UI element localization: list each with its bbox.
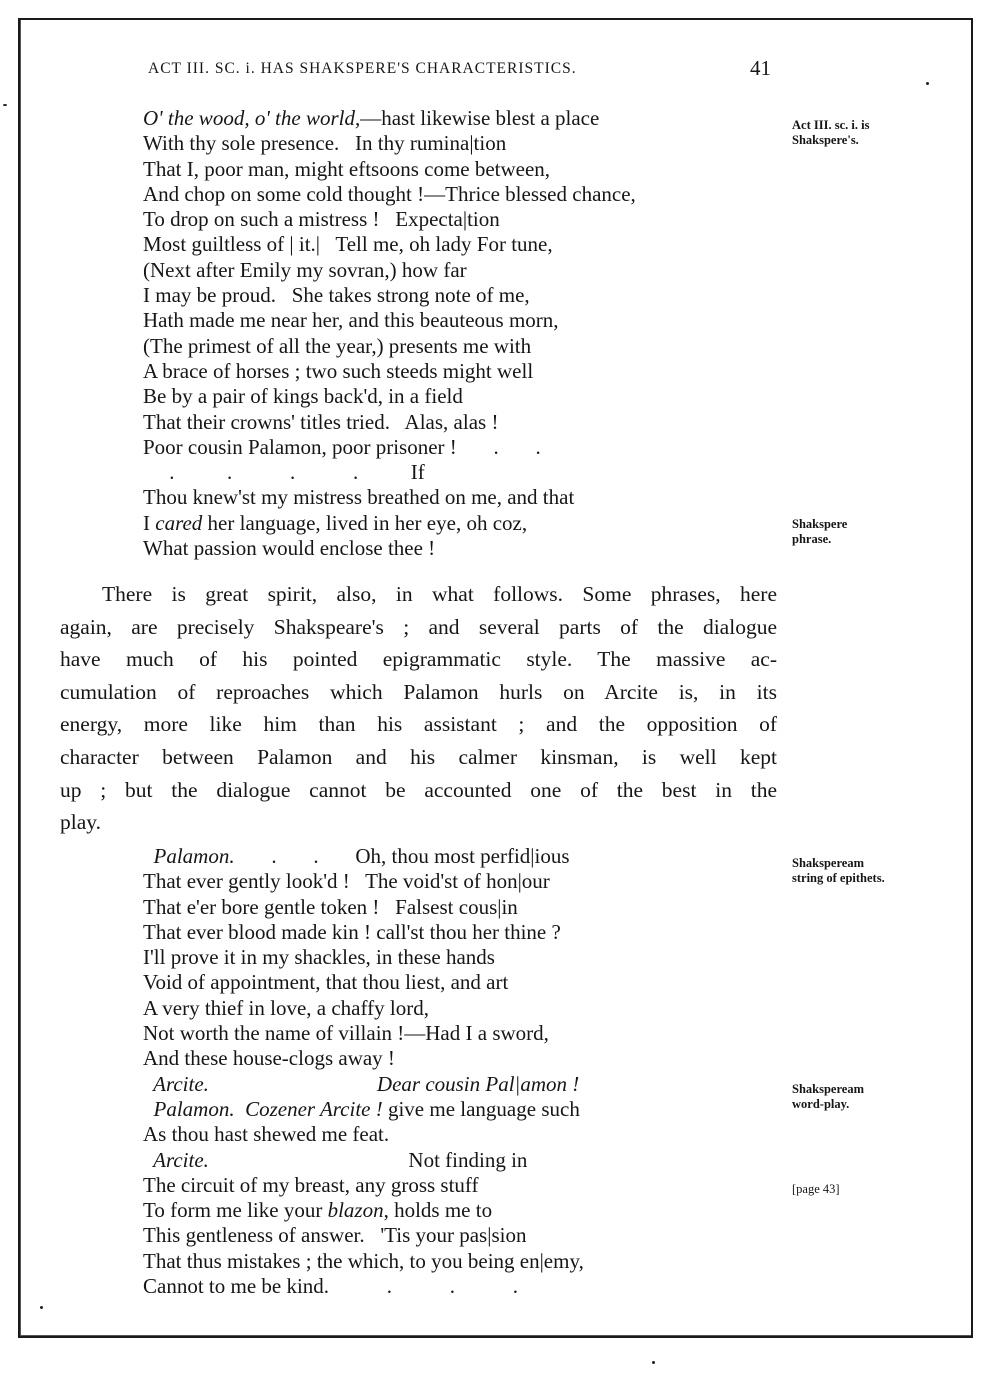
- margin-note-word-play: Shakspeream word-play.: [792, 1082, 865, 1111]
- text-segment: Hath made me near her, and this beauteous morn,: [143, 308, 559, 333]
- verse-line: [143, 1173, 584, 1198]
- text-segment: And these house-clogs away !: [143, 1046, 395, 1071]
- verse-passage-dialogue: [143, 844, 584, 1299]
- verse-passage-arcite: [143, 106, 636, 561]
- verse-line: [143, 1097, 584, 1122]
- verse-line: [143, 232, 636, 257]
- verse-line: [143, 1223, 584, 1248]
- text-segment: To form me like your: [143, 1198, 328, 1223]
- verse-line: [143, 536, 636, 561]
- text-segment: Not worth the name of villain !—Had I a sword,: [143, 1021, 549, 1046]
- text-segment: —hast likewise blest a place: [360, 106, 600, 130]
- text-segment: Not finding in: [208, 1147, 528, 1172]
- page-number: 41: [750, 56, 771, 80]
- text-segment: (The primest of all the year,) presents me with: [143, 333, 532, 358]
- text-segment: The circuit of my breast, any gross stuff: [143, 1172, 479, 1197]
- verse-line: [143, 1021, 584, 1046]
- verse-line: [143, 945, 584, 970]
- verse-line: [143, 308, 636, 333]
- text-segment: A brace of horses ; two such steeds might well: [143, 358, 534, 383]
- prose-line: up ; but the dialogue cannot be accounted one of the best in the: [60, 777, 777, 802]
- italic-text: O' the wood, o' the world,: [143, 106, 361, 130]
- text-segment: Poor cousin Palamon, poor prisoner ! . .: [143, 434, 541, 459]
- print-speck: [40, 1306, 43, 1309]
- verse-line: [143, 131, 636, 156]
- text-segment: . . Oh, thou most perfid|ious: [234, 844, 570, 868]
- verse-line: [143, 359, 636, 384]
- text-segment: This gentleness of answer. 'Tis your pas|sion: [143, 1223, 527, 1248]
- verse-line: [143, 895, 584, 920]
- text-segment: Thou knew'st my mistress breathed on me, and that: [143, 485, 575, 510]
- prose-line: have much of his pointed epigrammatic style. The massive ac-: [60, 647, 777, 672]
- text-segment: That ever blood made kin ! call'st thou her thine ?: [143, 919, 561, 944]
- verse-line: [143, 1072, 584, 1097]
- print-speck: [652, 1361, 655, 1364]
- prose-line: character between Palamon and his calmer kinsman, is well kept: [60, 744, 777, 769]
- verse-line: [143, 920, 584, 945]
- verse-line: [143, 485, 636, 510]
- italic-text: Palamon.: [143, 844, 235, 868]
- text-segment: That I, poor man, might eftsoons come between,: [143, 156, 551, 181]
- text-segment: Cannot to me be kind. . . .: [143, 1274, 519, 1299]
- verse-line: [143, 1198, 584, 1223]
- verse-line: [143, 844, 584, 869]
- italic-text: blazon: [327, 1198, 384, 1223]
- running-header: ACT III. SC. i. HAS SHAKSPERE'S CHARACTERISTICS.: [148, 60, 577, 77]
- prose-line: play.: [60, 810, 101, 835]
- text-segment: [209, 1072, 377, 1096]
- text-segment: That ever gently look'd ! The void'st of hon|our: [143, 869, 550, 894]
- verse-line: [143, 1274, 584, 1299]
- text-segment: (Next after Emily my sovran,) how far: [143, 257, 467, 282]
- text-segment: That e'er bore gentle token ! Falsest cous|in: [143, 894, 518, 919]
- text-segment: What passion would enclose thee !: [143, 536, 436, 561]
- text-segment: her language, lived in her eye, oh coz,: [202, 510, 528, 535]
- text-segment: I may be proud. She takes strong note of me,: [143, 283, 530, 308]
- verse-line: [143, 334, 636, 359]
- text-segment: , holds me to: [383, 1198, 493, 1223]
- italic-text: Arcite.: [143, 1147, 209, 1172]
- text-segment: And chop on some cold thought !—Thrice blessed chance,: [143, 181, 636, 206]
- verse-line: [143, 1249, 584, 1274]
- prose-line: There is great spirit, also, in what follows. Some phrases, here: [102, 582, 777, 606]
- text-segment: With thy sole presence. In thy rumina|tion: [143, 131, 507, 156]
- text-segment: A very thief in love, a chaffy lord,: [143, 995, 429, 1020]
- italic-text: Palamon. Cozener Arcite !: [143, 1096, 383, 1121]
- verse-line: [143, 1148, 584, 1173]
- verse-line: [143, 460, 636, 485]
- verse-line: [143, 869, 584, 894]
- verse-line: [143, 384, 636, 409]
- text-segment: As thou hast shewed me feat.: [143, 1122, 390, 1147]
- text-segment: give me language such: [382, 1096, 580, 1121]
- prose-line: again, are precisely Shakspeare's ; and several parts of the dialogue: [60, 614, 777, 639]
- margin-note-shakspere-phrase: Shakspere phrase.: [792, 517, 848, 546]
- text-segment: I: [143, 510, 156, 535]
- verse-line: [143, 258, 636, 283]
- prose-line: energy, more like him than his assistant ; and the opposition of: [60, 712, 777, 737]
- text-segment: To drop on such a mistress ! Expecta|tion: [143, 207, 500, 232]
- verse-line: [143, 970, 584, 995]
- verse-line: [143, 1122, 584, 1147]
- verse-line: [143, 1046, 584, 1071]
- verse-line: [143, 283, 636, 308]
- text-segment: . . . . If: [143, 460, 425, 485]
- verse-line: [143, 511, 636, 536]
- verse-line: [143, 106, 636, 131]
- verse-line: [143, 157, 636, 182]
- margin-note-page-ref: [page 43]: [792, 1182, 840, 1196]
- verse-line: [143, 410, 636, 435]
- commentary-paragraph: [60, 578, 777, 839]
- verse-line: [143, 182, 636, 207]
- text-segment: That thus mistakes ; the which, to you being en|emy,: [143, 1248, 584, 1273]
- italic-text: cared: [155, 510, 203, 535]
- text-segment: That their crowns' titles tried. Alas, alas !: [143, 409, 499, 434]
- verse-line: [143, 996, 584, 1021]
- print-speck: [3, 104, 7, 106]
- verse-line: [143, 435, 636, 460]
- text-segment: Void of appointment, that thou liest, and art: [143, 970, 509, 995]
- text-segment: Most guiltless of | it.| Tell me, oh lady For tune,: [143, 232, 553, 257]
- margin-note-act-iii: Act III. sc. i. is Shakspere's.: [792, 118, 870, 147]
- text-segment: I'll prove it in my shackles, in these hands: [143, 945, 495, 970]
- margin-note-string-of-epithets: Shakspeream string of epithets.: [792, 856, 885, 885]
- print-speck: [926, 82, 929, 85]
- text-segment: Be by a pair of kings back'd, in a field: [143, 384, 463, 409]
- prose-line: cumulation of reproaches which Palamon hurls on Arcite is, in its: [60, 679, 777, 704]
- italic-text: Dear cousin Pal|amon !: [376, 1071, 580, 1096]
- verse-line: [143, 207, 636, 232]
- italic-text: Arcite.: [143, 1071, 209, 1096]
